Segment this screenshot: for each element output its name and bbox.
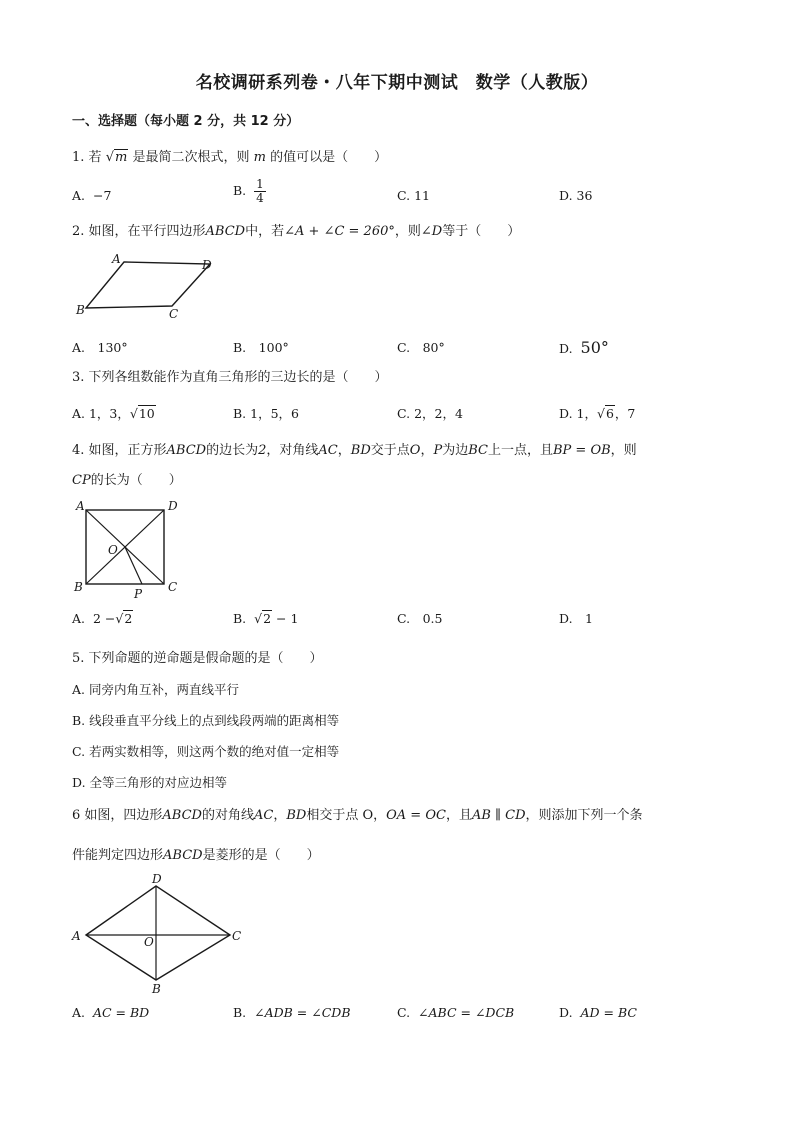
label-D: D	[152, 872, 162, 886]
question-3: 3. 下列各组数能作为直角三角形的三边长的是（ ）	[72, 370, 388, 385]
square-figure	[72, 496, 192, 602]
label-A: A	[76, 499, 85, 513]
q1-var: m	[253, 150, 266, 165]
q1-option-a[interactable]: A. −7	[72, 188, 112, 203]
q1-option-c[interactable]: C. 11	[397, 188, 430, 203]
q3-option-a[interactable]: A. 1，3，√10	[72, 406, 155, 421]
label-B: B	[152, 982, 161, 996]
label-A: A	[72, 929, 81, 943]
page-title: 名校调研系列卷・八年下期中测试 数学（人教版）	[195, 73, 599, 93]
label-D: D	[168, 499, 178, 513]
q4-option-a[interactable]: A. 2 −√2	[72, 611, 133, 626]
q1-post: 的值可以是（ ）	[270, 150, 388, 165]
q1-number: 1.	[72, 150, 85, 165]
q1-sqrt-m: √m	[105, 150, 128, 165]
label-B: B	[76, 303, 85, 317]
q3-option-c[interactable]: C. 2，2，4	[397, 406, 463, 421]
question-1	[72, 148, 387, 168]
label-B: B	[74, 580, 83, 594]
q1-option-b[interactable]: B. $\frac{1}{4}$	[233, 177, 264, 205]
question-5: 5. 下列命题的逆命题是假命题的是（ ）	[72, 651, 323, 666]
q1-pre: 若	[88, 150, 102, 165]
label-C: C	[232, 929, 242, 943]
question-4-line-1: 4. 如图，正方形ABCD的边长为2，对角线AC，BD交于点O，P为边BC上一点，且BP = OB，则	[72, 443, 637, 458]
q1-option-d[interactable]: D. 36	[559, 188, 593, 203]
rhombus-figure	[68, 872, 248, 996]
section-heading: 一、选择题（每小题 2 分，共 12 分）	[72, 114, 300, 129]
question-6-line-2: 件能判定四边形ABCD是菱形的是（ ）	[72, 848, 320, 863]
q5-option-a[interactable]: A. 同旁内角互补，两直线平行	[72, 682, 239, 697]
q4-option-c[interactable]: C. 0.5	[397, 611, 443, 626]
q4-option-b[interactable]: B. √2 − 1	[233, 611, 299, 626]
label-C: C	[168, 580, 178, 594]
q6-option-a[interactable]: A. AC = BD	[72, 1005, 150, 1020]
question-6-line-1: 6 如图，四边形ABCD的对角线AC，BD相交于点 O，OA = OC，且AB ∥ CD，则添加下列一个条	[72, 808, 643, 823]
q2-option-b[interactable]: B. 100°	[233, 340, 289, 355]
label-D: D	[202, 258, 212, 272]
q6-option-c[interactable]: C. ∠ABC = ∠DCB	[397, 1005, 515, 1020]
question-4-line-2: CP的长为（ ）	[72, 473, 182, 488]
q5-option-c[interactable]: C. 若两实数相等，则这两个数的绝对值一定相等	[72, 744, 340, 759]
q6-option-d[interactable]: D. AD = BC	[559, 1005, 637, 1020]
label-P: P	[134, 587, 143, 601]
q1-mid: 是最简二次根式，则	[132, 150, 250, 165]
q3-option-d[interactable]: D. 1，√6，7	[559, 406, 636, 421]
q3-option-b[interactable]: B. 1，5，6	[233, 406, 299, 421]
label-O: O	[108, 543, 118, 557]
q6-option-b[interactable]: B. ∠ADB = ∠CDB	[233, 1005, 351, 1020]
q2-option-a[interactable]: A. 130°	[72, 340, 128, 355]
q5-option-b[interactable]: B. 线段垂直平分线上的点到线段两端的距离相等	[72, 713, 340, 728]
q2-option-d[interactable]: D. 50°	[559, 338, 609, 357]
label-C: C	[169, 307, 179, 321]
label-A: A	[112, 252, 121, 266]
label-O: O	[144, 935, 154, 949]
q5-option-d[interactable]: D. 全等三角形的对应边相等	[72, 775, 228, 790]
question-2: 2. 如图，在平行四边形ABCD中，若∠A + ∠C = 260°，则∠D等于（ ）	[72, 224, 521, 239]
parallelogram-figure	[72, 250, 232, 322]
q4-option-d[interactable]: D. 1	[559, 611, 594, 626]
q2-option-c[interactable]: C. 80°	[397, 340, 445, 355]
